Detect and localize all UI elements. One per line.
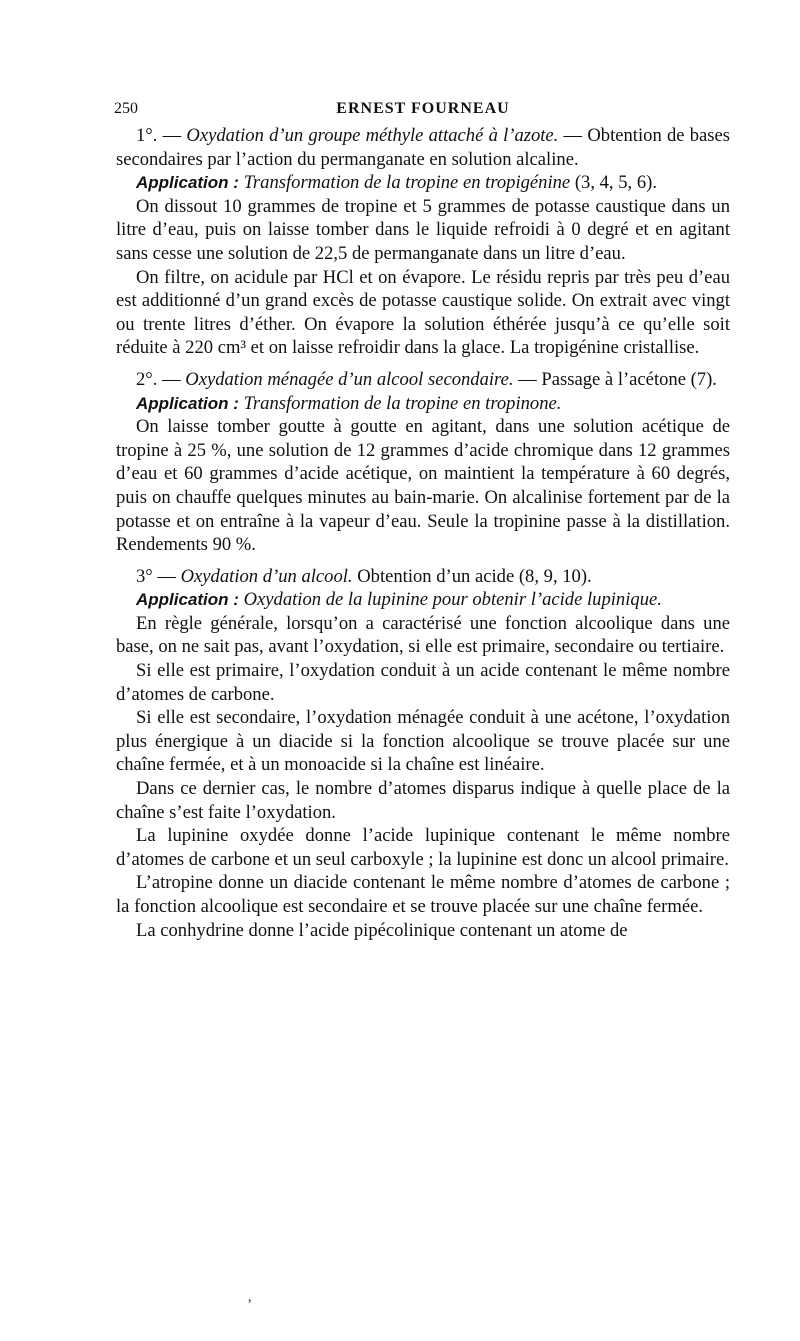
application-label: Application :: [136, 173, 239, 193]
paragraph: L’atropine donne un diacide contenant le même nombre d’atomes de carbone ; la fonction alcoolique est secondaire et se trouve placée sur une chaîne fermée.: [116, 872, 730, 917]
application-title: Transformation de la tropine en tropinone.: [238, 392, 562, 414]
page: [116, 96, 730, 942]
running-title: ERNEST FOURNEAU: [336, 100, 510, 117]
section-2-heading: [116, 368, 730, 392]
paragraph: En règle générale, lorsqu’on a caractérisé une fonction alcoolique dans une base, on ne sait pas, avant l’oxydation, si elle est primaire, secondaire ou tertiaire.: [116, 612, 730, 658]
stray-mark: ,: [248, 1290, 252, 1305]
section-number: 3° —: [136, 565, 181, 587]
paragraph: On dissout 10 grammes de tropine et 5 grammes de potasse caustique dans un litre d’eau, puis on laisse tomber dans le liquide refroidi à 0 degré et en agitant sans cesse une solution de 22,5 de permanganate dans un litre d’eau.: [116, 195, 730, 264]
section-3-heading: [116, 565, 730, 589]
section-number: 1°. —: [136, 125, 187, 146]
application-1: [116, 171, 730, 195]
section-1-heading: [116, 124, 730, 171]
application-label: Application :: [136, 393, 239, 413]
section-text: — Obtention de bases secondaires par l’action du permanganate en solution alcaline.: [116, 125, 730, 170]
application-label: Application :: [136, 590, 239, 610]
paragraph: La conhydrine donne l’acide pipécolinique contenant un atome de: [136, 919, 628, 941]
application-title: Transformation de la tropine en tropigénine: [238, 172, 571, 194]
section-title: Oxydation ménagée d’un alcool secondaire.: [185, 368, 514, 390]
application-3: [116, 588, 730, 612]
paragraph: Dans ce dernier cas, le nombre d’atomes disparus indique à quelle place de la chaîne s’est faite l’oxydation.: [116, 778, 730, 823]
section-title: Oxydation d’un groupe méthyle attaché à l’azote.: [186, 125, 559, 146]
paragraph: On laisse tomber goutte à goutte en agitant, dans une solution acétique de tropine à 25 %, une solution de 12 grammes d’acide chromique dans 12 grammes d’eau et 60 grammes d’acide acétique, on maintient la température à 60 degrés, puis on chauffe quelques minutes au bain-marie. On alcalinise fortement par de la potasse et on entraîne à la vapeur d’eau. Seule la tropinine passe à la distillation. Rendements 90 %.: [116, 416, 730, 556]
section-number: 2°. —: [136, 368, 186, 390]
page-header: [116, 96, 730, 124]
paragraph: La lupinine oxydée donne l’acide lupinique contenant le même nombre d’atomes de carbone et un seul carboxyle ; la lupinine est donc un alcool primaire.: [116, 825, 730, 870]
page-number: 250: [114, 100, 138, 117]
paragraph: Si elle est primaire, l’oxydation conduit à un acide contenant le même nombre d’atomes de carbone.: [116, 660, 730, 705]
application-refs: (3, 4, 5, 6).: [570, 172, 657, 194]
section-title: Oxydation d’un alcool.: [180, 565, 353, 587]
paragraph: On filtre, on acidule par HCl et on évapore. Le résidu repris par très peu d’eau est additionné d’un grand excès de potasse caustique solide. On extrait avec vingt ou trente litres d’éther. On évapore la solution éthérée jusqu’à ce qu’elle soit réduite à 220 cm³ et on laisse refroidir dans la glace. La tropigénine cristallise.: [116, 266, 730, 359]
application-2: [116, 392, 730, 416]
section-text: Obtention d’un acide (8, 9, 10).: [352, 565, 592, 587]
application-title: Oxydation de la lupinine pour obtenir l’acide lupinique.: [238, 589, 662, 611]
paragraph: Si elle est secondaire, l’oxydation ménagée conduit à une acétone, l’oxydation plus énergique à un diacide si la fonction alcoolique se trouve placée sur une chaîne fermée, et à un monoacide si la chaîne est linéaire.: [116, 707, 730, 776]
section-text: — Passage à l’acétone (7).: [513, 368, 717, 390]
